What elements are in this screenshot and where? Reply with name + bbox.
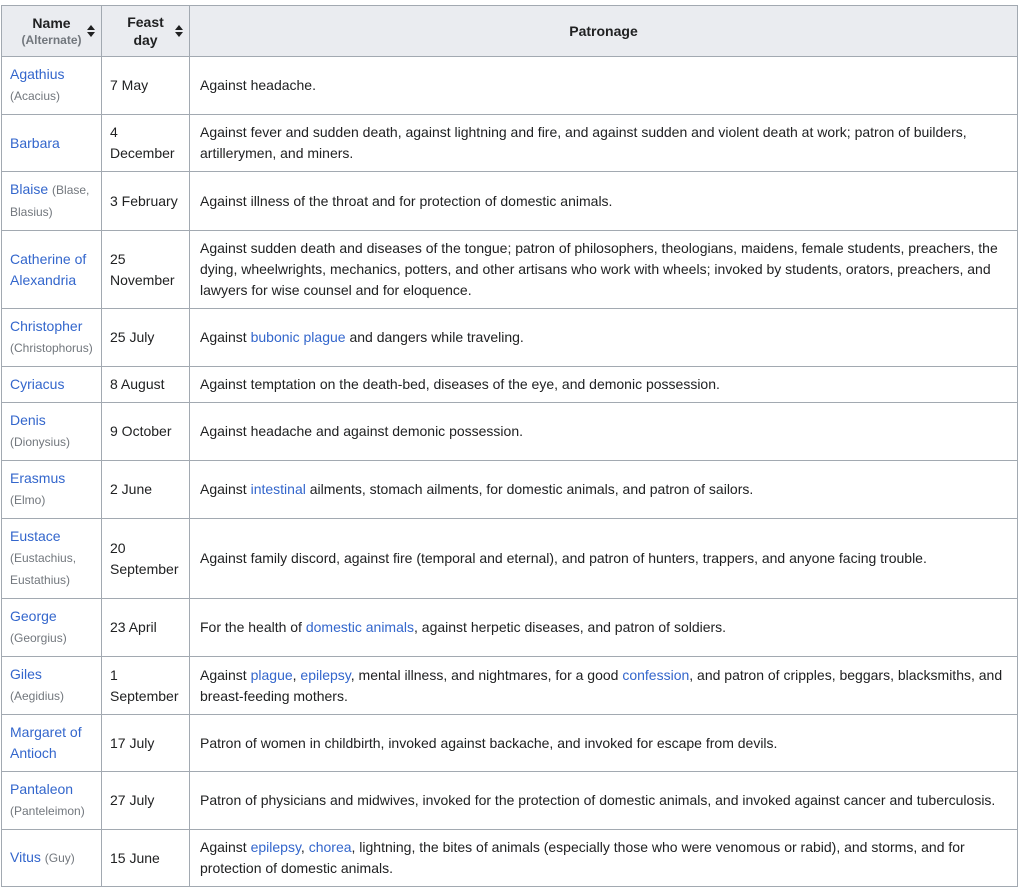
patronage-text: and dangers while traveling. [345,329,524,345]
patronage-link[interactable]: epilepsy [250,839,301,855]
saint-link[interactable]: Eustace [10,528,61,544]
alternate-name: (Georgius) [10,631,67,645]
header-name-label: Name [32,15,71,31]
patronage-text: , against herpetic diseases, and patron of soldiers. [414,619,727,635]
table-row [2,172,1018,231]
table-row [2,403,1018,461]
saint-link[interactable]: Christopher [10,318,83,334]
patronage-text: Against [200,329,251,345]
feast-day-cell: 27 July [102,772,190,830]
patronage-cell [190,830,1018,887]
patronage-text: For the health of [200,619,306,635]
table-row [2,715,1018,772]
patronage-text: , and patron of cripples, beggars, blacksmiths, and breast-feeding mothers. [200,666,1003,704]
feast-day-cell: 3 February [102,172,190,231]
patronage-cell [190,57,1018,115]
patronage-text: Against [200,839,251,855]
feast-day-cell: 25 July [102,309,190,367]
table-row [2,519,1018,599]
column-header-feast-day[interactable] [102,6,190,57]
header-name-alternate-label: (Alternate) [21,33,82,47]
feast-day-cell: 1 September [102,657,190,715]
patronage-text: Patron of physicians and midwives, invoked for the protection of domestic animals, and invoked against cancer and tuberculosis. [200,792,996,808]
alternate-name: (Acacius) [10,89,61,103]
patronage-link[interactable]: plague [250,666,293,683]
name-cell [2,599,102,657]
name-cell [2,115,102,172]
saint-link[interactable]: Vitus [10,849,41,865]
name-cell [2,231,102,309]
patronage-link[interactable]: intestinal [250,481,306,497]
table-body [2,57,1018,887]
patronage-text: ailments, stomach ailments, for domestic animals, and patron of sailors. [305,481,754,497]
header-feast-label-line1: Feast [127,14,164,30]
patronage-text: , lightning, the bites of animals (especially those who were venomous or rabid), and storms, and for protection of domestic animals. [200,839,965,876]
name-cell [2,403,102,461]
patronage-cell [190,309,1018,367]
patronage-link[interactable]: bubonic plague [250,329,346,345]
alternate-name: (Blase, Blasius) [10,183,90,219]
saint-link[interactable]: Denis [10,412,46,428]
saint-link[interactable]: Blaise [10,181,49,197]
sort-up-arrow-icon [87,25,95,30]
patronage-link[interactable]: confession [622,666,690,683]
name-cell [2,309,102,367]
sort-icon[interactable] [175,25,183,37]
column-header-name[interactable] [2,6,102,57]
sort-down-arrow-icon [87,32,95,37]
alternate-name: (Eustachius, Eustathius) [10,551,77,587]
saint-link[interactable]: Giles [10,666,42,682]
name-cell [2,172,102,231]
header-feast-label-line2: day [133,32,158,48]
saint-link[interactable]: Catherine of Alexandria [10,250,87,288]
feast-day-cell: 15 June [102,830,190,887]
patronage-cell [190,461,1018,519]
sort-icon[interactable] [87,25,95,37]
sort-up-arrow-icon [175,25,183,30]
name-cell [2,830,102,887]
alternate-name: (Guy) [44,851,75,865]
saint-link[interactable]: Agathius [10,66,65,82]
alternate-name: (Elmo) [10,493,46,507]
patronage-text: Against temptation on the death-bed, diseases of the eye, and demonic possession. [200,376,720,392]
patronage-text: Against fever and sudden death, against lightning and fire, and against sudden and violent death at work; patron of builders, artillerymen, and miners. [200,124,967,161]
feast-day-cell: 25 November [102,231,190,309]
name-cell [2,57,102,115]
patronage-text: Against headache. [200,77,316,93]
feast-day-cell: 7 May [102,57,190,115]
table-row [2,57,1018,115]
name-cell [2,657,102,715]
patronage-cell [190,519,1018,599]
name-cell [2,715,102,772]
patronage-text: Patron of women in childbirth, invoked against backache, and invoked for escape from devils. [200,734,778,751]
patronage-link[interactable]: domestic animals [305,619,414,635]
patronage-text: Against [200,666,251,683]
table-row [2,231,1018,309]
feast-day-cell: 2 June [102,461,190,519]
name-cell [2,367,102,403]
page [0,5,1023,887]
patronage-cell [190,403,1018,461]
saint-link[interactable]: Erasmus [10,470,66,486]
name-cell [2,772,102,830]
name-cell [2,461,102,519]
patronage-text: Against [200,481,251,497]
patronage-cell [190,172,1018,231]
feast-day-cell: 8 August [102,367,190,403]
feast-day-cell: 20 September [102,519,190,599]
patronage-text: , [292,666,301,683]
patronage-text: Against illness of the throat and for protection of domestic animals. [200,192,613,209]
header-patronage-label: Patronage [569,23,638,39]
patronage-cell [190,657,1018,715]
table-row [2,772,1018,830]
patronage-cell [190,772,1018,830]
table-row [2,830,1018,887]
feast-day-cell: 9 October [102,403,190,461]
saint-link[interactable]: Margaret of Antioch [10,724,82,761]
column-header-patronage [190,6,1018,57]
table-row [2,657,1018,715]
patronage-text: Against family discord, against fire (temporal and eternal), and patron of hunters, trappers, and anyone facing trouble. [200,550,927,566]
patronage-text: , [300,839,309,855]
patronage-cell [190,715,1018,772]
patronage-text: , mental illness, and nightmares, for a good [350,666,623,683]
saint-link[interactable]: Barbara [10,134,60,151]
patronage-link[interactable]: chorea [308,839,352,855]
table-row [2,599,1018,657]
patronage-text: Against headache and against demonic possession. [200,423,523,439]
table-row [2,461,1018,519]
table-row [2,309,1018,367]
table-row [2,367,1018,403]
alternate-name: (Aegidius) [10,689,65,703]
name-cell [2,519,102,599]
alternate-name: (Panteleimon) [10,804,85,818]
patronage-cell [190,367,1018,403]
saint-link[interactable]: George [10,608,57,624]
feast-day-cell: 4 December [102,115,190,172]
patronage-text: Against sudden death and diseases of the tongue; patron of philosophers, theologians, maidens, female students, preachers, the dying, wheelwrights, mechanics, potters, and other artisans who work with wheels; invoked by students, orators, preachers, and lawyers for wise counsel and for eloquence. [200,240,998,298]
patronage-link[interactable]: epilepsy [300,666,351,683]
patronage-cell [190,115,1018,172]
patronage-cell [190,599,1018,657]
feast-day-cell: 23 April [102,599,190,657]
table-row [2,115,1018,172]
feast-day-cell: 17 July [102,715,190,772]
saint-link[interactable]: Cyriacus [10,376,65,392]
saint-link[interactable]: Pantaleon [10,781,74,797]
header-row [2,6,1018,57]
alternate-name: (Dionysius) [10,435,71,449]
sort-down-arrow-icon [175,32,183,37]
holy-helpers-table [1,5,1018,887]
alternate-name: (Christophorus) [10,341,93,355]
patronage-cell [190,231,1018,309]
